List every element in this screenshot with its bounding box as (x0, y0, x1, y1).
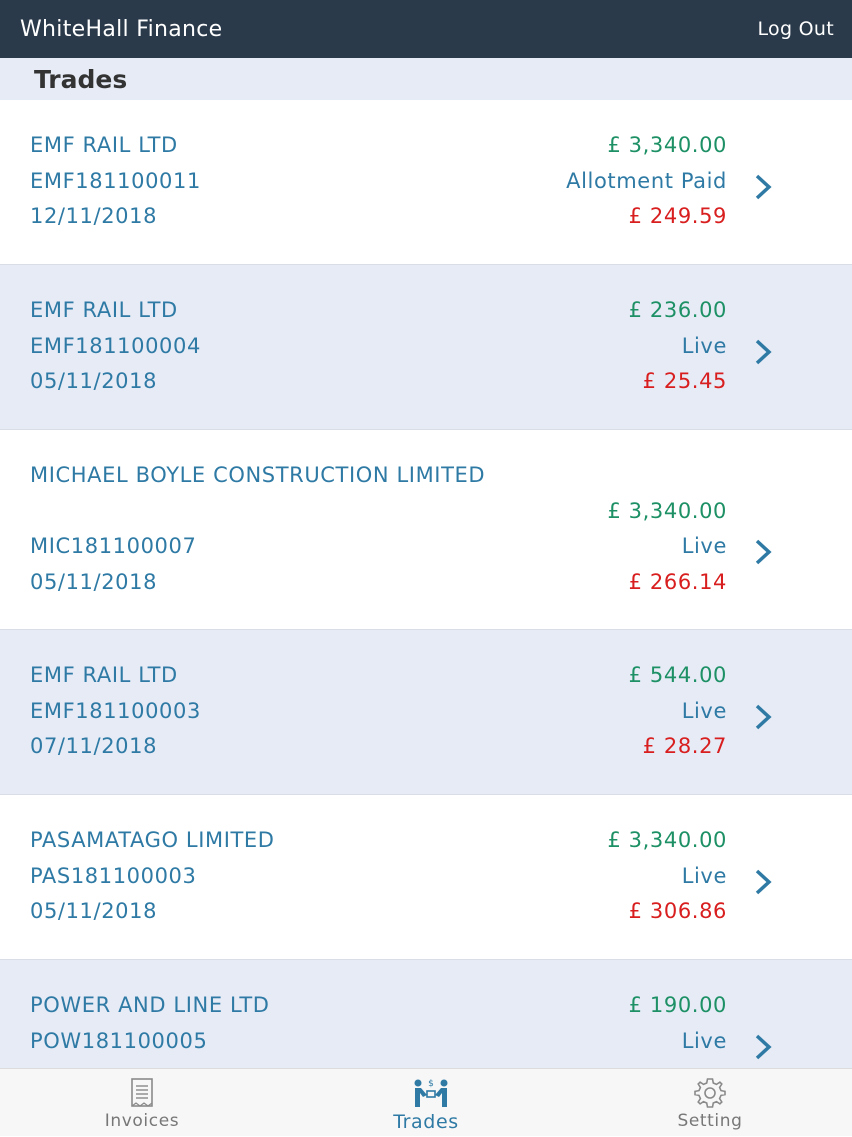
page-title: Trades (34, 64, 128, 94)
chevron-right-icon[interactable] (752, 1033, 774, 1055)
trade-status: Live (681, 864, 727, 888)
trade-fee: £ 25.45 (642, 369, 727, 393)
chevron-right-icon[interactable] (752, 338, 774, 360)
trade-fee: £ 266.14 (628, 570, 727, 594)
chevron-right-icon[interactable] (752, 538, 774, 560)
section-header (0, 58, 852, 100)
trade-date: 05/11/2018 (30, 570, 158, 594)
trade-company: PASAMATAGO LIMITED (30, 828, 275, 852)
trade-reference: EMF181100011 (30, 169, 201, 193)
trade-fee: £ 306.86 (628, 899, 727, 923)
trade-status: Live (681, 699, 727, 723)
tab-setting[interactable] (610, 1069, 810, 1137)
trade-amount: £ 3,340.00 (607, 499, 727, 523)
trade-status: Live (681, 534, 727, 558)
trade-row[interactable] (0, 100, 852, 265)
tab-label: Trades (393, 1111, 459, 1133)
trade-company: EMF RAIL LTD (30, 133, 178, 157)
tab-label: Invoices (104, 1111, 180, 1131)
trade-fee: £ 249.59 (628, 204, 727, 228)
trades-handshake-icon (409, 1077, 443, 1109)
trade-status: Allotment Paid (566, 169, 727, 193)
trade-row[interactable] (0, 265, 852, 430)
svg-text:$: $ (428, 1079, 434, 1089)
trade-company: POWER AND LINE LTD (30, 993, 270, 1017)
trade-status: Live (681, 1029, 727, 1053)
gear-icon (693, 1077, 727, 1109)
trade-status: Live (681, 334, 727, 358)
app-header (0, 0, 852, 58)
trade-company: EMF RAIL LTD (30, 298, 178, 322)
trade-amount: £ 236.00 (628, 298, 727, 322)
trade-reference: EMF181100004 (30, 334, 201, 358)
trade-row[interactable] (0, 430, 852, 630)
trade-reference: PAS181100003 (30, 864, 197, 888)
trade-fee: £ 28.27 (642, 734, 727, 758)
trade-company: EMF RAIL LTD (30, 663, 178, 687)
tab-trades[interactable] (326, 1069, 526, 1137)
chevron-right-icon[interactable] (752, 868, 774, 890)
chevron-right-icon[interactable] (752, 173, 774, 195)
trade-reference: EMF181100003 (30, 699, 201, 723)
tab-invoices[interactable] (42, 1069, 242, 1137)
trade-amount: £ 190.00 (628, 993, 727, 1017)
logout-button[interactable]: Log Out (757, 18, 834, 40)
invoice-icon (125, 1077, 159, 1109)
tab-label: Setting (677, 1111, 743, 1131)
trade-date: 12/11/2018 (30, 204, 158, 228)
trades-list[interactable] (0, 100, 852, 1068)
trade-amount: £ 544.00 (628, 663, 727, 687)
trade-amount: £ 3,340.00 (607, 828, 727, 852)
trade-reference: POW181100005 (30, 1029, 208, 1053)
trade-row[interactable] (0, 795, 852, 960)
trade-date: 05/11/2018 (30, 369, 158, 393)
app-title: WhiteHall Finance (20, 16, 223, 42)
bottom-tab-bar (0, 1068, 852, 1136)
trade-row[interactable] (0, 960, 852, 1068)
chevron-right-icon[interactable] (752, 703, 774, 725)
trade-company: MICHAEL BOYLE CONSTRUCTION LIMITED (30, 463, 486, 487)
trade-amount: £ 3,340.00 (607, 133, 727, 157)
trade-row[interactable] (0, 630, 852, 795)
trade-reference: MIC181100007 (30, 534, 197, 558)
trade-date: 07/11/2018 (30, 734, 158, 758)
trade-date: 05/11/2018 (30, 899, 158, 923)
